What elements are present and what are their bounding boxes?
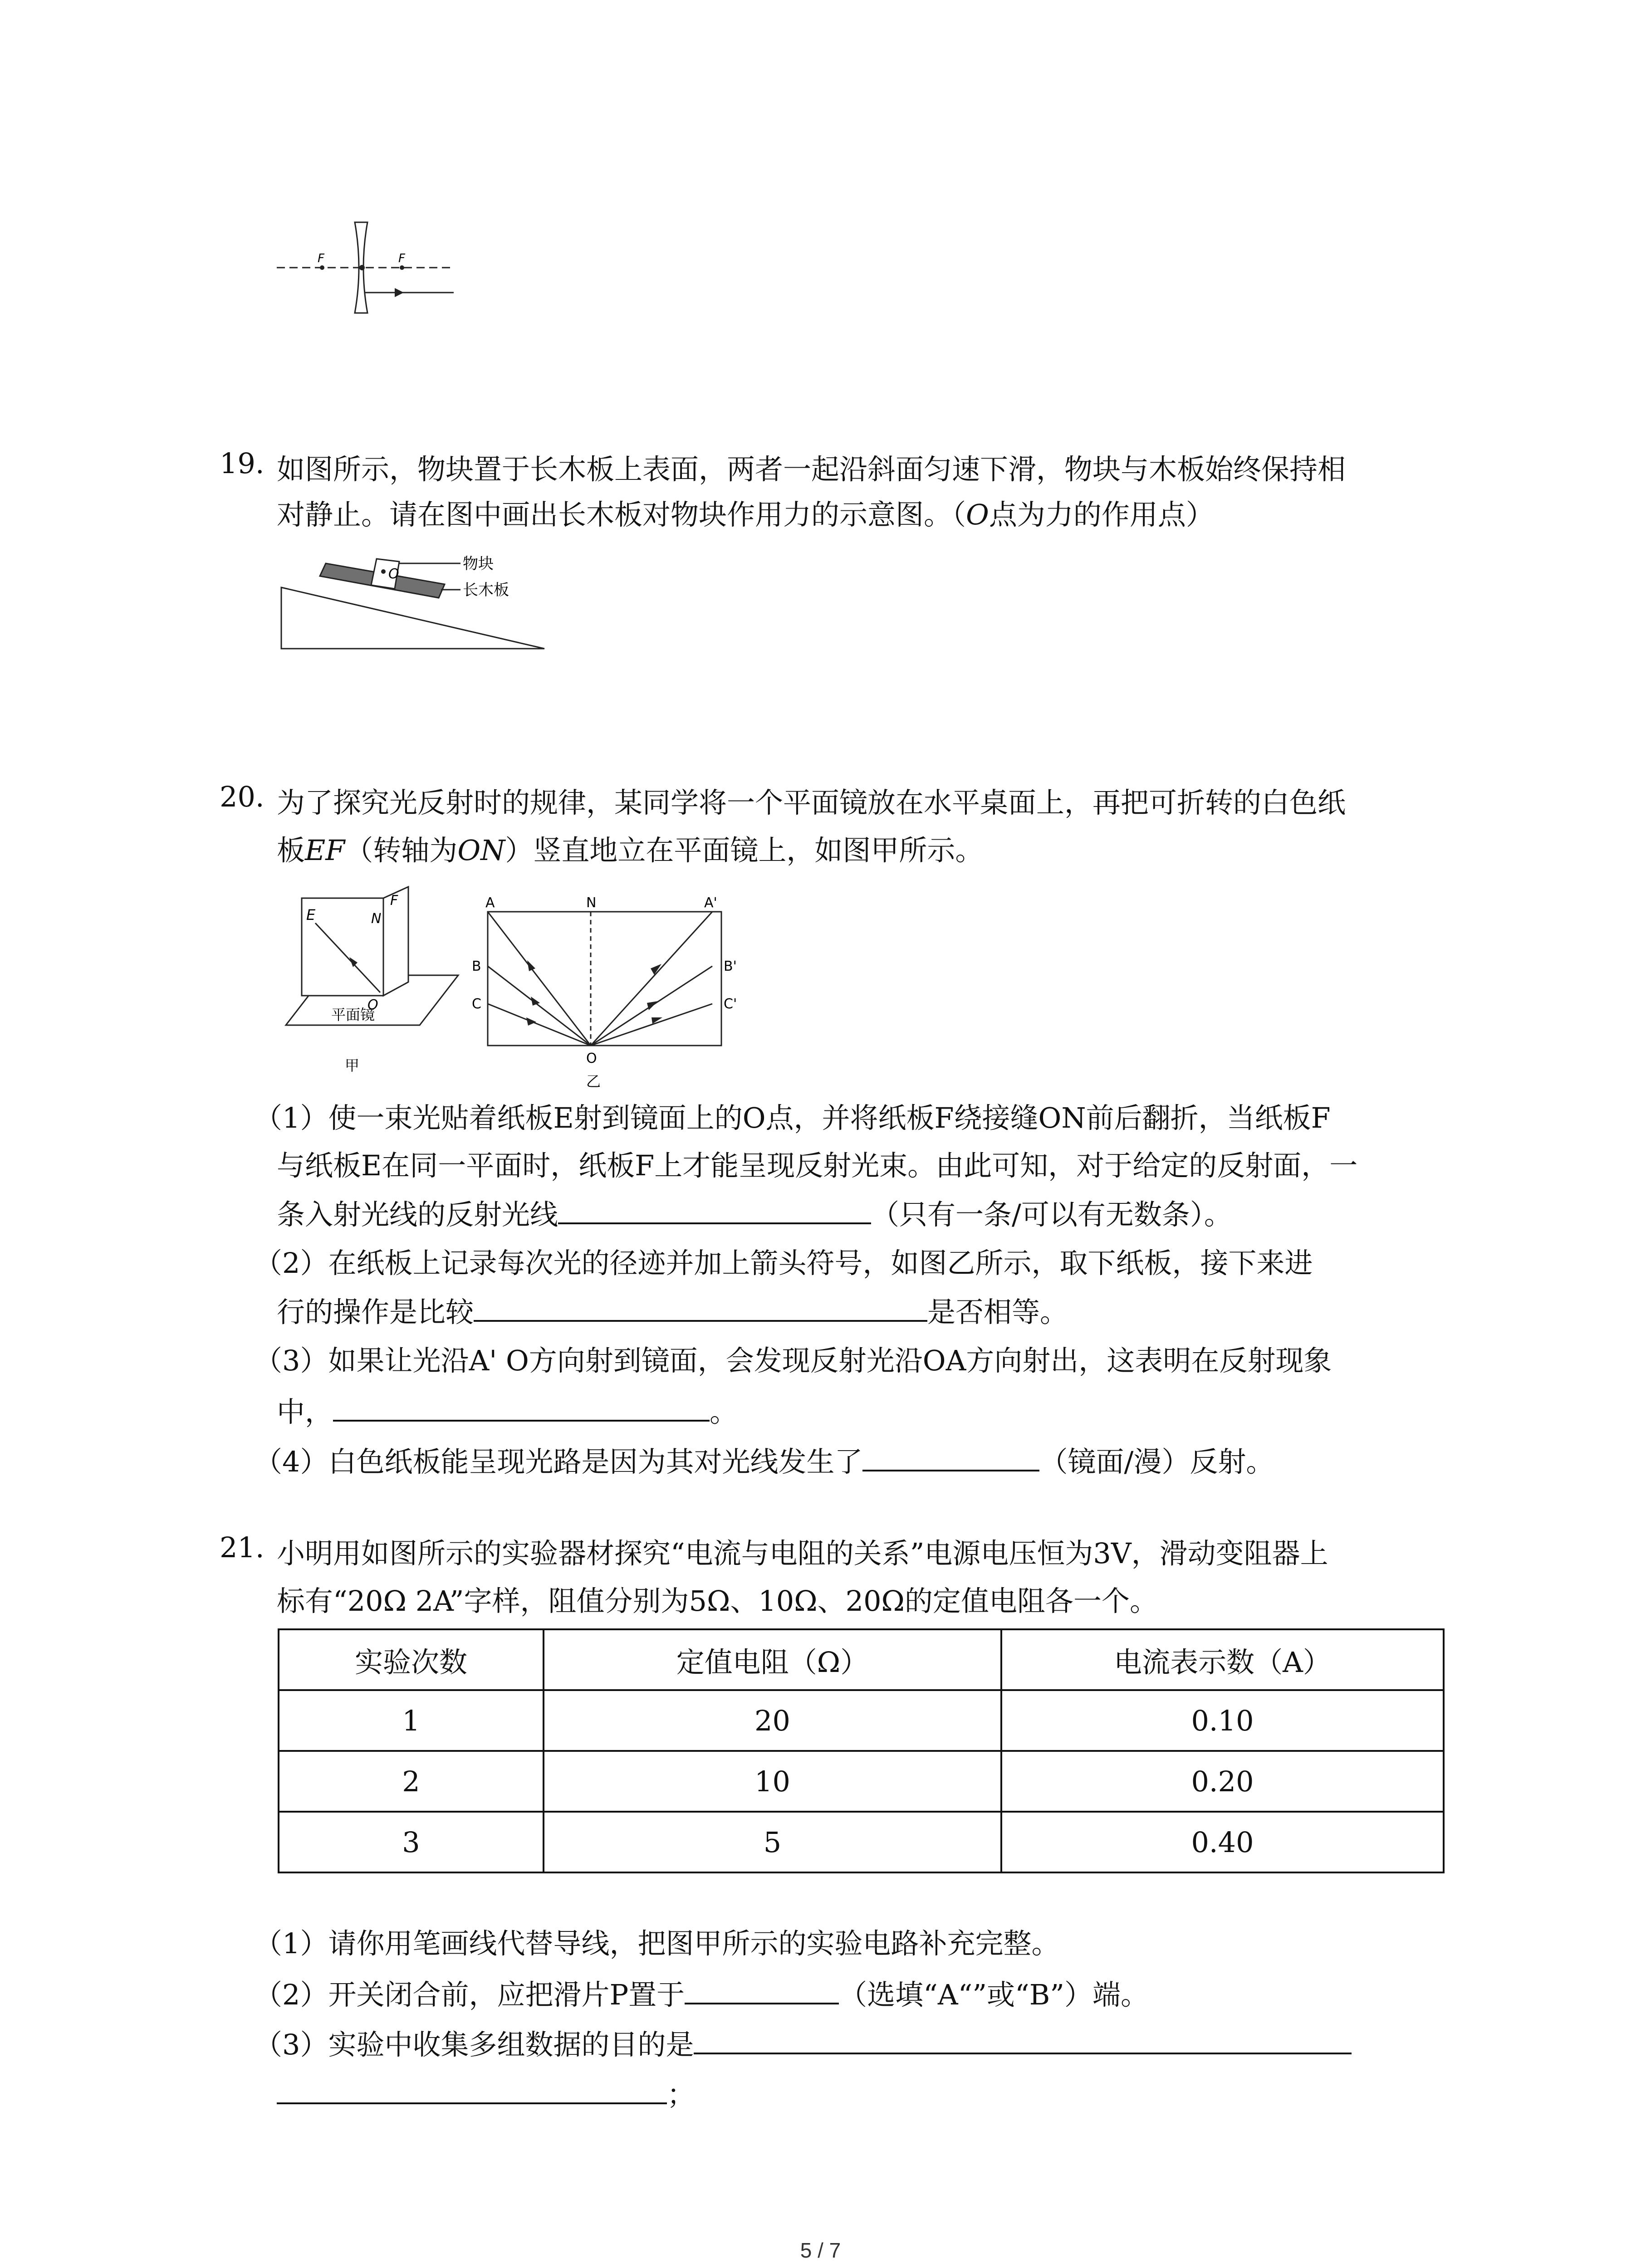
q21-number: 21.	[220, 1531, 265, 1564]
figure-jia	[281, 885, 463, 1089]
q20-part2-line2: 行的操作是比较 是否相等。	[277, 1288, 1068, 1335]
table-row	[279, 1812, 1444, 1872]
q20-part4: （4）白色纸板能呈现光路是因为其对光线发生了 （镜面/漫）反射。	[254, 1438, 1274, 1485]
table-cell: 0.10	[1001, 1690, 1444, 1751]
answer-blank-3[interactable]	[333, 1388, 710, 1422]
page-number: 5 / 7	[800, 2239, 841, 2262]
data-table	[278, 1628, 1445, 1873]
incline-block-figure	[272, 540, 590, 653]
figure-yi	[467, 891, 749, 1105]
table-row	[279, 1751, 1444, 1812]
answer-blank-4[interactable]	[862, 1438, 1039, 1471]
point-o-label: O	[388, 566, 399, 582]
answer-blank-7[interactable]	[277, 2071, 667, 2104]
table-cell: 0.40	[1001, 1812, 1444, 1872]
yi-b-label: B	[472, 958, 481, 974]
table-cell: 2	[279, 1751, 544, 1812]
yi-c-label: C	[472, 996, 481, 1012]
yi-n-label: N	[586, 895, 597, 911]
board-label: 长木板	[463, 581, 509, 599]
table-cell: 0.20	[1001, 1751, 1444, 1812]
yi-a-label: A	[485, 895, 495, 911]
table-header: 实验次数	[279, 1629, 544, 1690]
yi-caption: 乙	[586, 1073, 601, 1090]
yi-b2-label: B'	[724, 958, 737, 974]
q21-line2: 标有“20Ω 2A”字样，阻值分别为5Ω、10Ω、20Ω的定值电阻各一个。	[277, 1584, 1158, 1618]
table-row	[279, 1690, 1444, 1751]
concave-lens-figure	[272, 213, 463, 318]
answer-blank-6[interactable]	[694, 2021, 1352, 2054]
q21-part3-cont: ；	[277, 2071, 695, 2117]
q20-part3-line1: （3）如果让光沿A' O方向射到镜面，会发现反射光沿OA方向射出，这表明在反射现象	[254, 1344, 1332, 1377]
answer-blank-1[interactable]	[558, 1191, 871, 1224]
table-cell: 20	[544, 1690, 1001, 1751]
answer-blank-2[interactable]	[474, 1288, 927, 1322]
table-cell: 10	[544, 1751, 1001, 1812]
mirror-label: 平面镜	[331, 1006, 375, 1023]
focal-point-left-label: F	[318, 252, 324, 265]
q20-part1-line1: （1）使一束光贴着纸板E射到镜面上的O点，并将纸板F绕接缝ON前后翻折，当纸板F	[254, 1101, 1331, 1134]
table-header-row	[279, 1629, 1444, 1690]
q19-line2: 对静止。请在图中画出长木板对物块作用力的示意图。（O点为力的作用点）	[277, 498, 1214, 531]
q21-part3: （3）实验中收集多组数据的目的是	[254, 2021, 1352, 2068]
jia-f-label: F	[390, 893, 398, 909]
table-header: 定值电阻（Ω）	[544, 1629, 1001, 1690]
q21-line1: 小明用如图所示的实验器材探究“电流与电阻的关系”电源电压恒为3V，滑动变阻器上	[277, 1537, 1328, 1570]
q21-part1: （1）请你用笔画线代替导线，把图甲所示的实验电路补充完整。	[254, 1927, 1060, 1960]
q19-line1: 如图所示，物块置于长木板上表面，两者一起沿斜面匀速下滑，物块与木板始终保持相	[277, 453, 1346, 486]
q20-line2: 板EF（转轴为ON）竖直地立在平面镜上，如图甲所示。	[277, 834, 984, 867]
table-cell: 1	[279, 1690, 544, 1751]
focal-point-right-label: F	[398, 252, 405, 265]
jia-o-label: O	[367, 997, 378, 1013]
q21-part2: （2）开关闭合前，应把滑片P置于 （选填“A“”或“B”）端。	[254, 1971, 1149, 2018]
yi-o-label: O	[586, 1051, 597, 1066]
table-cell: 3	[279, 1812, 544, 1872]
yi-a2-label: A'	[704, 895, 717, 911]
q20-number: 20.	[220, 780, 265, 813]
q20-part1-line3: 条入射光线的反射光线 （只有一条/可以有无数条）。	[277, 1191, 1232, 1237]
yi-c2-label: C'	[724, 996, 737, 1012]
jia-n-label: N	[371, 911, 382, 927]
table-header: 电流表示数（A）	[1001, 1629, 1444, 1690]
q19-number: 19.	[220, 447, 265, 480]
q20-line1: 为了探究光反射时的规律，某同学将一个平面镜放在水平桌面上，再把可折转的白色纸	[277, 786, 1346, 819]
block-label: 物块	[463, 555, 494, 573]
answer-blank-5[interactable]	[685, 1971, 839, 2004]
q20-part3-line2: 中， 。	[277, 1388, 738, 1435]
table-cell: 5	[544, 1812, 1001, 1872]
jia-caption: 甲	[345, 1057, 360, 1074]
jia-e-label: E	[306, 906, 316, 924]
q20-part1-line2: 与纸板E在同一平面时，纸板F上才能呈现反射光束。由此可知，对于给定的反射面，一	[277, 1149, 1358, 1182]
q20-part2-line1: （2）在纸板上记录每次光的径迹并加上箭头符号，如图乙所示，取下纸板，接下来进	[254, 1246, 1313, 1280]
